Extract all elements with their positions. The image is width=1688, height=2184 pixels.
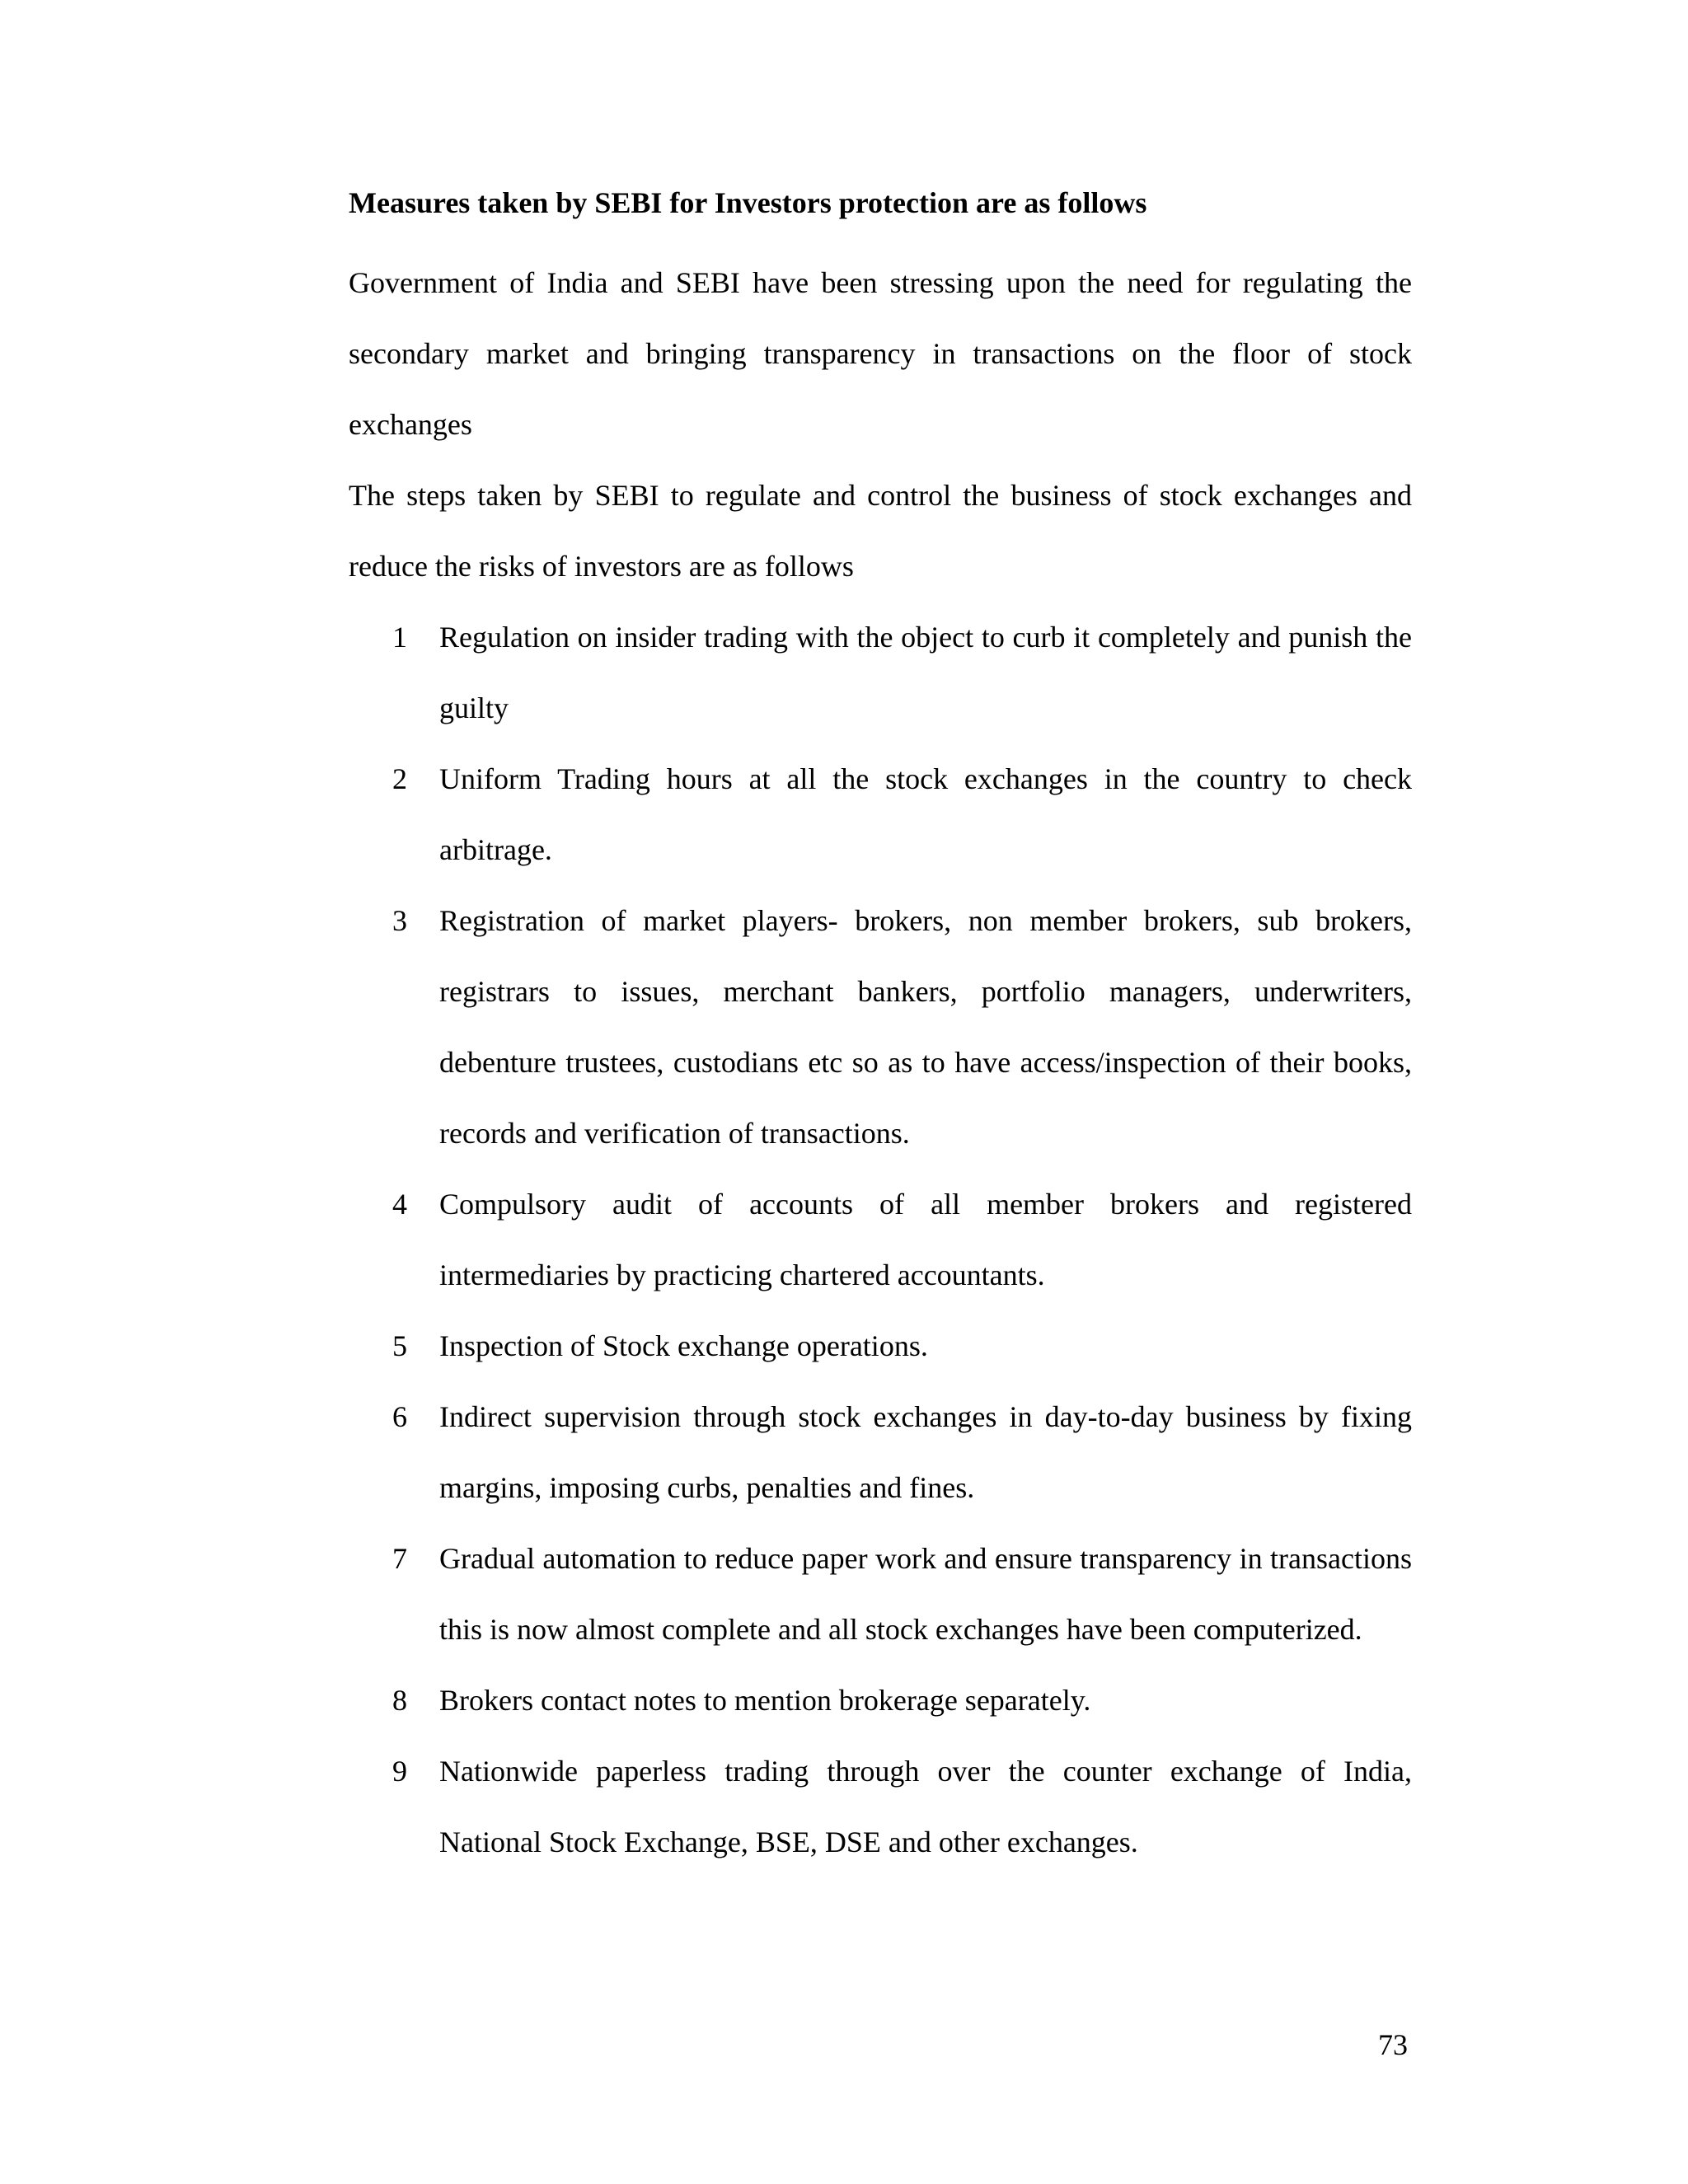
section-heading: Measures taken by SEBI for Investors protection are as follows: [349, 186, 1147, 219]
list-item-number: 8: [392, 1684, 407, 1717]
list-item-text: Brokers contact notes to mention brokerage separately.: [439, 1684, 1091, 1717]
list-item-number: 6: [392, 1400, 407, 1433]
list-item: [349, 602, 1412, 743]
page-number: 73: [1378, 2028, 1408, 2061]
list-item-number: 9: [392, 1755, 407, 1788]
list-item: [349, 1736, 1412, 1877]
document-page: [349, 178, 1412, 1877]
list-item-number: 3: [392, 904, 407, 937]
list-item: [349, 1381, 1412, 1523]
paragraph-steps-intro: The steps taken by SEBI to regulate and control the business of stock exchanges and reduce the risks of investors are as follows: [349, 479, 1412, 583]
list-item-text: Uniform Trading hours at all the stock exchanges in the country to check arbitrage.: [439, 762, 1412, 866]
steps-list: [349, 602, 1412, 1877]
list-item-text: Nationwide paperless trading through over the counter exchange of India, National Stock Exchange, BSE, DSE and other exchanges.: [439, 1755, 1412, 1858]
list-item: [349, 743, 1412, 885]
list-item-number: 7: [392, 1542, 407, 1575]
list-item: [349, 1169, 1412, 1310]
list-item: [349, 1665, 1412, 1736]
list-item-number: 4: [392, 1188, 407, 1221]
list-item-text: Indirect supervision through stock exchanges in day-to-day business by fixing margins, imposing curbs, penalties and fines.: [439, 1400, 1412, 1504]
list-item-number: 5: [392, 1329, 407, 1362]
list-item: [349, 1310, 1412, 1381]
list-item-text: Inspection of Stock exchange operations.: [439, 1329, 928, 1362]
list-item: [349, 1523, 1412, 1665]
list-item-text: Compulsory audit of accounts of all member brokers and registered intermediaries by practicing chartered accountants.: [439, 1188, 1412, 1291]
list-item-number: 2: [392, 762, 407, 795]
paragraph-intro: Government of India and SEBI have been stressing upon the need for regulating the secondary market and bringing transparency in transactions on the floor of stock exchanges: [349, 266, 1412, 441]
list-item-text: Gradual automation to reduce paper work and ensure transparency in transactions this is now almost complete and all stock exchanges have been computerized.: [439, 1542, 1412, 1646]
list-item-number: 1: [392, 621, 407, 654]
list-item-text: Regulation on insider trading with the object to curb it completely and punish the guilty: [439, 621, 1412, 724]
list-item: [349, 885, 1412, 1169]
list-item-text: Registration of market players- brokers, non member brokers, sub brokers, registrars to issues, merchant bankers, portfolio managers, underwriters, debenture trustees, custodians etc so as to have access/inspection of their books, records and verification of transactions.: [439, 904, 1412, 1150]
